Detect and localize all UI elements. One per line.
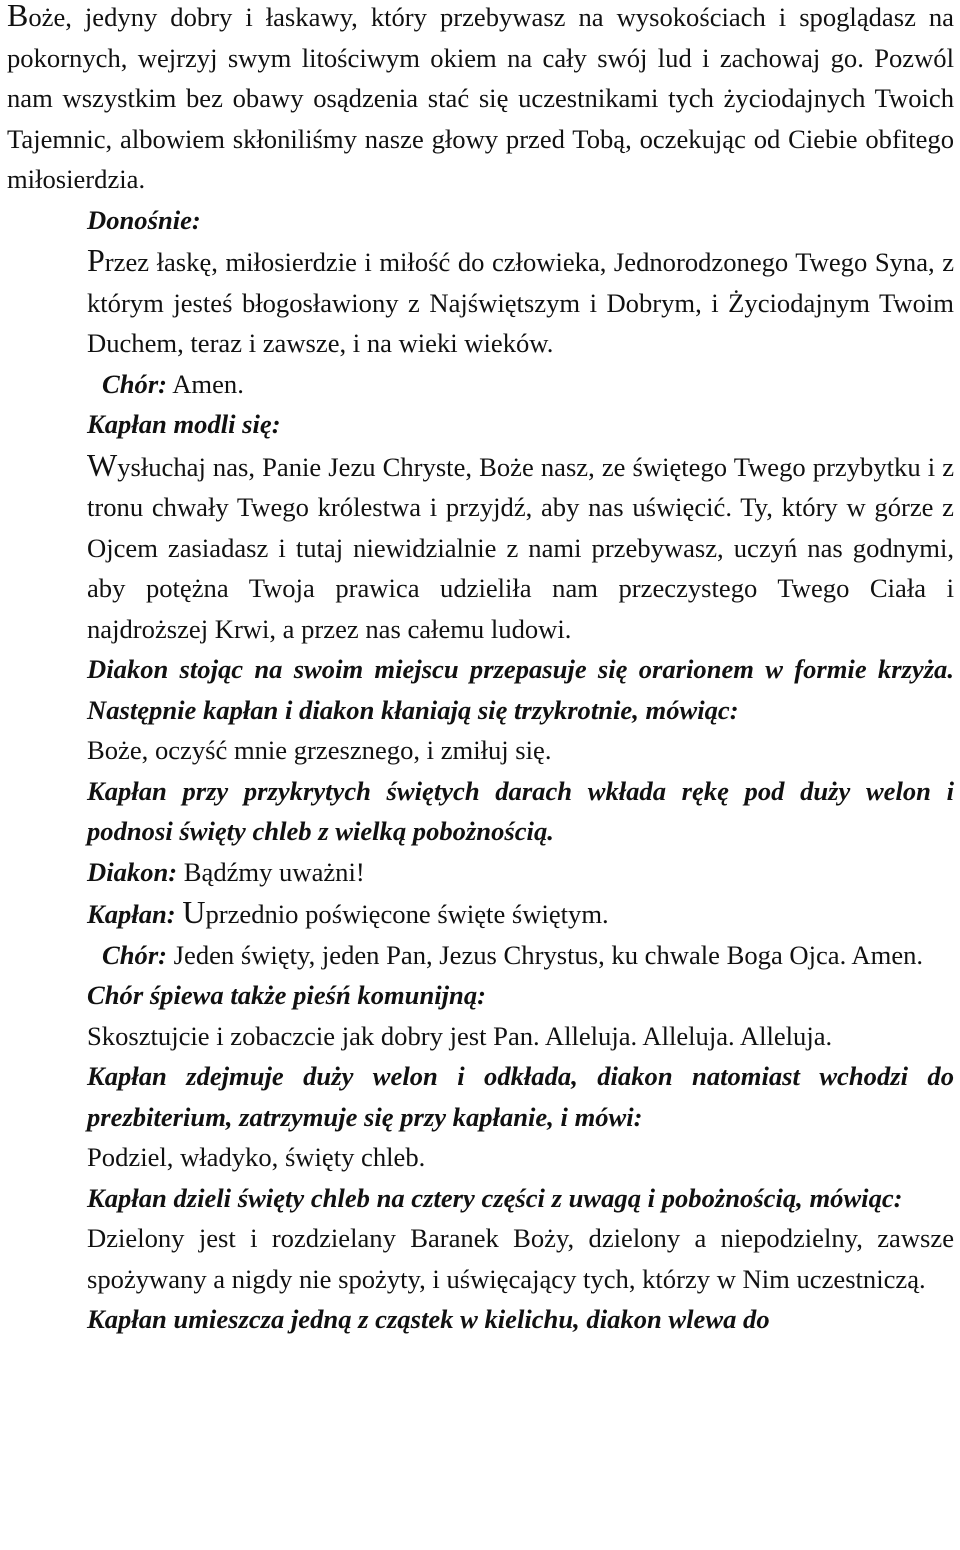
paragraph — [7, 240, 954, 364]
rubric-text: Chór: — [102, 368, 168, 399]
paragraph — [7, 892, 954, 935]
paragraph — [7, 852, 954, 893]
paragraph — [7, 1218, 954, 1299]
paragraph — [7, 404, 954, 445]
paragraph — [7, 649, 954, 730]
initial-letter: P — [87, 242, 105, 278]
paragraph — [7, 730, 954, 771]
body-text: przednio poświęcone święte świętym. — [205, 899, 609, 929]
rubric-text: Kapłan zdejmuje duży welon i odkłada, diakon natomiast wchodzi do prezbiterium, zatrzymuje się przy kapłanie, i mówi: — [87, 1061, 954, 1132]
rubric-text: Diakon: — [87, 856, 178, 887]
body-text: Bądźmy uważni! — [177, 856, 365, 887]
rubric-text: Donośnie: — [87, 204, 201, 235]
rubric-text: Kapłan: — [87, 899, 176, 929]
body-text: rzez łaskę, miłosierdzie i miłość do człowieka, Jednorodzonego Twego Syna, z którym jesteś błogosławiony z Najświętszym i Dobrym, i Życiodajnym Twoim Duchem, teraz i zawsze, i na wieki wieków. — [87, 247, 954, 358]
paragraph — [7, 975, 954, 1016]
initial-letter: U — [182, 894, 206, 930]
body-text: oże, jedyny dobry i łaskawy, który przebywasz na wysokościach i spoglądasz na pokornych, wejrzyj swym litościwym okiem na cały swój lud i zachowaj go. Pozwól nam wszystkim bez obawy osądzenia stać się uczestnikami tych życiodajnych Twoich Tajemnic, albowiem skłoniliśmy nasze głowy przed Tobą, oczekując od Ciebie obfitego miłosierdzia. — [7, 2, 954, 194]
rubric-text: Chór: — [102, 939, 168, 970]
paragraph — [7, 364, 954, 405]
rubric-text: Kapłan modli się: — [87, 409, 281, 439]
rubric-text: Chór śpiewa także pieśń komunijną: — [87, 980, 486, 1010]
paragraph — [7, 445, 954, 650]
initial-letter: B — [7, 0, 29, 33]
paragraph — [7, 771, 954, 852]
paragraph — [7, 1299, 954, 1340]
paragraph — [7, 1056, 954, 1137]
body-text: Jeden święty, jeden Pan, Jezus Chrystus, ku chwale Boga Ojca. Amen. — [167, 939, 924, 970]
rubric-text: Kapłan dzieli święty chleb na cztery części z uwagą i pobożnością, mówiąc: — [87, 1182, 903, 1213]
body-text: Skosztujcie i zobaczcie jak dobry jest Pan. Alleluja. Alleluja. Alleluja. — [87, 1020, 833, 1051]
initial-letter: W — [87, 446, 118, 483]
body-text: Boże, oczyść mnie grzesznego, i zmiłuj się. — [87, 735, 552, 765]
paragraph — [7, 1016, 954, 1057]
paragraph — [7, 0, 954, 200]
body-text: ysłuchaj nas, Panie Jezu Chryste, Boże nasz, ze świętego Twego przybytku i z tronu chwały Twego królestwa i przyjdź, aby nas uświęcić. Ty, który w górze z Ojcem zasiadasz i tutaj niewidzialnie z nami przebywasz, uczyń nas godnymi, aby potężna Twoja prawica udzieliła nam przeczystego Twego Ciała i najdroższej Krwi, a przez nas całemu ludowi. — [87, 451, 954, 644]
paragraph — [7, 1178, 954, 1219]
paragraph — [7, 1137, 954, 1178]
paragraph — [7, 935, 954, 976]
body-text: Amen. — [167, 368, 244, 399]
paragraph — [7, 200, 954, 241]
body-text: Podziel, władyko, święty chleb. — [87, 1142, 426, 1172]
rubric-text: Diakon stojąc na swoim miejscu przepasuje się orarionem w formie krzyża. Następnie kapłan i diakon kłaniają się trzykrotnie, mówiąc: — [87, 654, 954, 725]
body-text: Dzielony jest i rozdzielany Baranek Boży, dzielony a niepodzielny, zawsze spożywany a nigdy nie spożyty, i uświęcający tych, którzy w Nim uczestniczą. — [87, 1223, 954, 1294]
rubric-text: Kapłan umieszcza jedną z cząstek w kielichu, diakon wlewa do — [87, 1304, 770, 1334]
rubric-text: Kapłan przy przykrytych świętych darach wkłada rękę pod duży welon i podnosi święty chleb z wielką pobożnością. — [87, 775, 954, 846]
